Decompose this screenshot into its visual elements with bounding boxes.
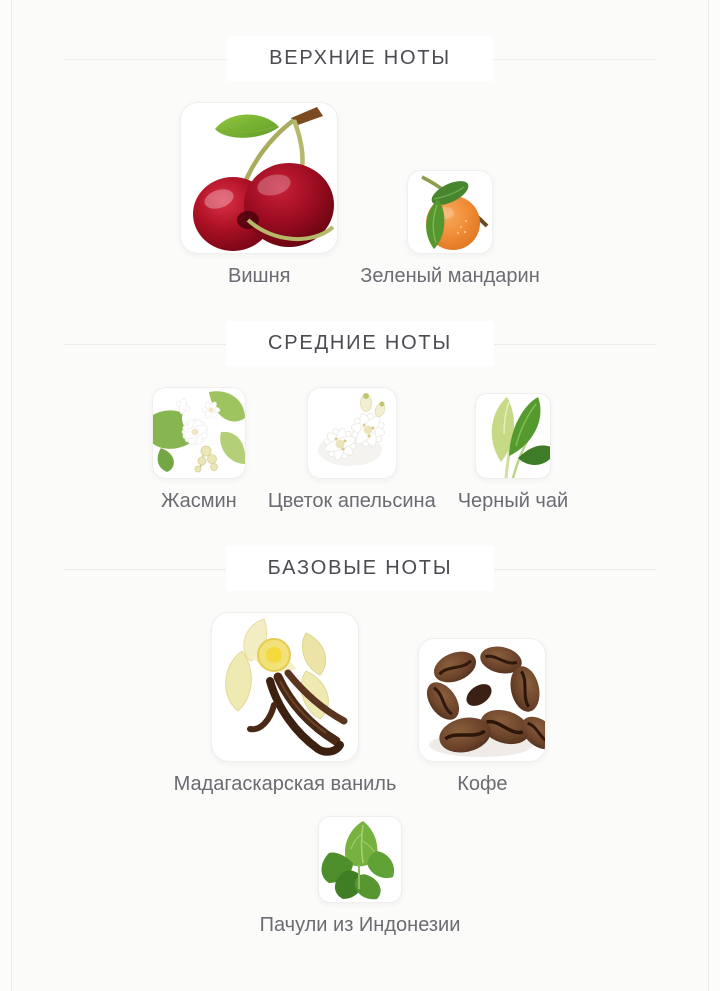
note-card <box>318 816 402 903</box>
jasmine-image <box>153 388 245 478</box>
base-notes-row-1 <box>12 612 708 796</box>
note-card <box>307 387 397 479</box>
section-top-notes-header <box>12 36 708 81</box>
note-label: Вишня <box>228 265 291 287</box>
cherries-image <box>181 103 337 253</box>
note-item-jasmine <box>152 387 246 513</box>
section-middle-notes-header <box>12 321 708 366</box>
note-item-cherry <box>180 102 338 288</box>
black-tea-image <box>476 394 550 478</box>
note-card <box>407 170 493 254</box>
base-notes-row-2 <box>12 816 708 937</box>
middle-notes-row <box>12 387 708 513</box>
note-item-green-mandarin <box>360 170 540 288</box>
note-label: Кофе <box>457 773 508 795</box>
note-label: Жасмин <box>160 490 237 512</box>
note-item-orange-blossom <box>268 387 436 513</box>
note-item-black-tea <box>458 393 568 513</box>
note-label: Черный чай <box>457 490 569 512</box>
vanilla-image <box>212 613 358 761</box>
note-item-vanilla <box>174 612 397 796</box>
note-label: Цветок апельсина <box>267 490 436 512</box>
note-item-patchouli <box>260 816 461 937</box>
note-label: Мадагаскарская ваниль <box>173 773 397 795</box>
section-title: СРЕДНИЕ НОТЫ <box>226 321 494 366</box>
section-title: БАЗОВЫЕ НОТЫ <box>226 546 495 591</box>
top-notes-row <box>12 102 708 288</box>
orange-blossom-image <box>308 388 396 478</box>
patchouli-image <box>319 817 401 902</box>
note-label: Пачули из Индонезии <box>259 914 461 936</box>
note-card <box>211 612 359 762</box>
note-card <box>180 102 338 254</box>
section-top-notes <box>12 36 708 288</box>
section-title: ВЕРХНИЕ НОТЫ <box>227 36 493 81</box>
note-card <box>152 387 246 479</box>
section-middle-notes <box>12 321 708 513</box>
fragrance-notes-page <box>11 0 709 991</box>
note-card <box>418 638 546 762</box>
section-base-notes <box>12 546 708 937</box>
note-card <box>475 393 551 479</box>
green-mandarin-image <box>408 171 492 253</box>
coffee-beans-image <box>419 639 545 761</box>
note-item-coffee <box>418 638 546 796</box>
note-label: Зеленый мандарин <box>360 265 540 287</box>
section-base-notes-header <box>12 546 708 591</box>
